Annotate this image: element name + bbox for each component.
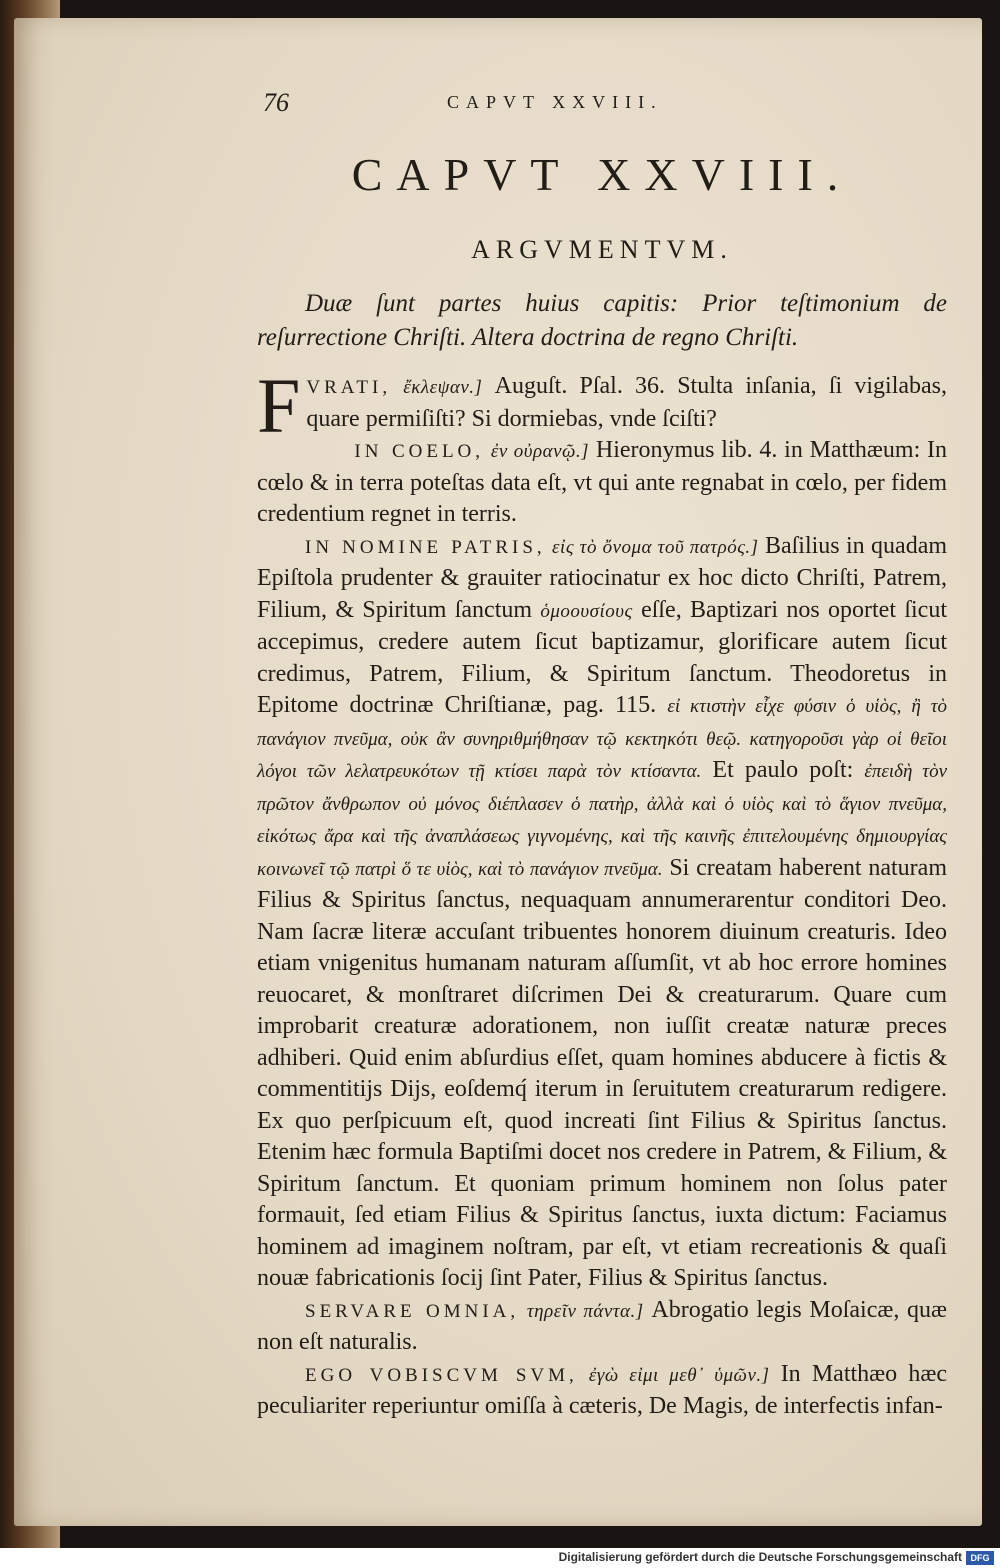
paragraph-text: Si creatam haberent naturam Filius & Spiritus ſanctus, nequaquam annumerarentur conditori Deo. Nam ſacræ literæ accuſant tribuentes honorem diuinum creaturis. Ideo etiam vnigenitus humanam naturam aſſumſit, vt ab hoc errore homines reuocaret, & monſtraret diſcrimen Dei & creaturarum. Quare cum improbarit creaturæ adorationem, non iuſſit creatæ naturæ preces adhiberi. Quid enim abſurdius eſſet, quam homines abducere à fictis & commentitijs Dijs, eoſdemq́ iterum in ſeruitutem creaturarum redigere. Ex quo perſpicuum eſt, quod increati ſint Filius & Spiritus ſanctus. Etenim hæc formula Baptiſmi docet nos credere in Patrem, & Filium, & Spiritum ſanctum. Et quoniam primum hominem non ſolus pater formauit, ſed etiam Filius & Spiritus ſanctus, iuxta dictum: Faciamus hominem ad imaginem noſtram, par eſt, vt etiam recreationis & quaſi nouæ fabricationis ſocij ſint Pater, Filius & Spiritus ſanctus. (257, 854, 947, 1291)
greek-quotation: εἰ κτιστὴν εἶχε φύσιν ὁ υἱὸς, ἢ τὸ πανάγιον πνεῦμα, οὐκ ἂν συνηριθμήθησαν τῷ κεκτηκότι θεῷ. κατηγοροῦσι γὰρ οἱ θεῖοι λόγοι τῶν λελατρευκότων τῇ κτίσει παρὰ τὸν κτίσαντα. (257, 696, 948, 782)
chapter-title: CAPVT XXVIII. (351, 149, 853, 200)
argument-title: ARGVMENTVM. (471, 235, 733, 264)
greek-lemma: τηρεῖν πάντα.] (526, 1300, 644, 1322)
dfg-logo-icon: DFG (966, 1551, 994, 1565)
greek-lemma: ἔκλεψαν.] (403, 377, 483, 398)
paragraph-text: Et paulo poſt: (712, 757, 854, 783)
page-content (257, 88, 947, 1423)
greek-lemma: ἐν οὐρανῷ.] (490, 441, 590, 462)
greek-quotation: ἐπειδὴ τὸν πρῶτον ἄνθρωπον οὐ μόνος διέπλασεν ὁ πατὴρ, ἀλλὰ καὶ ὁ υἱὸς καὶ τὸ ἅγιον πνεῦμα, εἰκότως ἄρα καὶ τῆς ἀναπλάσεως γιγνομένης, καὶ τῆς καινῆς ἐπιτελουμένης δημιουργίας κοινωνεῖ τῷ πατρὶ ὅ τε υἱὸς, καὶ τὸ πανάγιον πνεῦμα. (257, 761, 948, 880)
page-number: 76 (263, 88, 289, 117)
paragraph-servare-omnia (257, 1295, 947, 1359)
book-page (14, 18, 982, 1526)
running-title: CAPVT XXVIII. (447, 92, 663, 112)
paragraph-furati (257, 362, 948, 449)
greek-lemma: ἐγὼ εἰμι μεθ᾽ ὑμῶν.] (588, 1364, 770, 1386)
drop-cap: F (257, 362, 301, 449)
running-head (257, 88, 947, 124)
paragraph-text: eſſe, Baptizari nos oportet ſicut accepimus, credere autem ſicut baptizamur, glorificare autem ſicut credimus, Patrem, Filium, & Spiritum ſanctum. Theodoretus in Epitome doctrinæ Chriſtianæ, pag. 115. (257, 596, 948, 718)
paragraph-ego-vobiscum (257, 1359, 947, 1423)
funding-credit: Digitalisierung gefördert durch die Deutsche Forschungsgemeinschaft (558, 1550, 962, 1564)
paragraph-text: Abrogatio legis Moſaicæ, quæ non eſt naturalis. (257, 1296, 948, 1355)
greek-lemma: εἰς τὸ ὄνομα τοῦ πατρός.] (552, 536, 759, 558)
paragraph-text: Baſilius in quadam Epiſtola prudenter & grauiter ratiocinatur ex hoc dicto Chriſti, Patrem, Filium, & Spiritum ſanctum (257, 532, 948, 623)
argument-text: Duæ ſunt partes huius capitis: Prior teſtimonium de reſurrectione Chriſti. Altera doctrina de regno Chriſti. (257, 290, 947, 351)
lemma: VRATI, (306, 377, 392, 398)
body-text (257, 362, 948, 1423)
paragraph-text: Hieronymus lib. 4. in Matthæum: In cœlo & in terra poteſtas data eſt, vt qui ante regnabat in cœlo, per fidem credentium regnet in terris. (257, 437, 948, 527)
lemma: IN COELO, (354, 441, 485, 462)
footer-bar (0, 1548, 1000, 1568)
paragraph-in-coelo (257, 435, 947, 531)
paragraph-text: Auguſt. Pſal. 36. Stulta inſania, ſi vigilabas, quare permiſiſti? Si dormiebas, vnde ſciſti? (306, 373, 948, 432)
lemma: EGO VOBISCVM SVM, (305, 1364, 578, 1386)
paragraph-text: In Matthæo hæc peculiariter reperiuntur omiſſa à cæteris, De Magis, de interfectis infan- (257, 1360, 947, 1419)
lemma: IN NOMINE PATRIS, (305, 536, 546, 558)
paragraph-in-nomine-patris (257, 531, 947, 1295)
lemma: SERVARE OMNIA, (305, 1300, 520, 1322)
greek-word: ὁμοουσίους (540, 600, 633, 622)
